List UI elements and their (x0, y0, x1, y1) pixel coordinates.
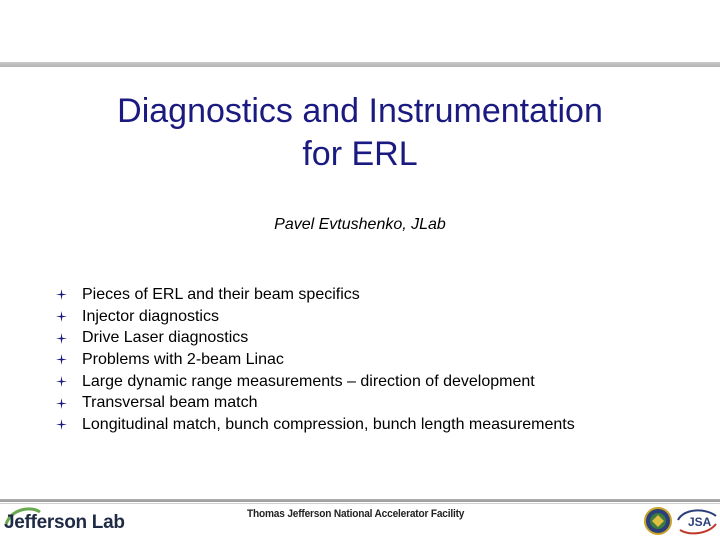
bullet-list (56, 284, 575, 436)
doe-seal-logo (644, 507, 672, 535)
bullet-item (56, 392, 575, 414)
four-point-star-bullet-icon (56, 376, 82, 387)
bullet-text: Injector diagnostics (82, 307, 219, 325)
four-point-star-bullet-icon (56, 333, 82, 344)
jefferson-lab-logo-text: Jefferson Lab (4, 512, 125, 533)
four-point-star-bullet-icon (56, 398, 82, 409)
title-line-1: Diagnostics and Instrumentation (117, 92, 603, 130)
jsa-logo (676, 506, 718, 536)
bullet-text: Transversal beam match (82, 394, 258, 412)
bullet-text: Drive Laser diagnostics (82, 329, 249, 347)
footer-divider (0, 499, 720, 502)
jsa-logo-text: JSA (688, 515, 712, 529)
bullet-item (56, 371, 575, 393)
four-point-star-bullet-icon (56, 419, 82, 430)
four-point-star-bullet-icon (56, 289, 82, 300)
four-point-star-bullet-icon (56, 311, 82, 322)
author-subtitle: Pavel Evtushenko, JLab (274, 216, 446, 233)
footer-divider-thin (0, 503, 720, 504)
bullet-item (56, 349, 575, 371)
top-divider (0, 62, 720, 67)
bullet-item (56, 327, 575, 349)
bullet-item (56, 284, 575, 306)
facility-name: Thomas Jefferson National Accelerator Facility (247, 508, 465, 520)
bullet-item (56, 414, 575, 436)
slide-title (0, 90, 720, 176)
bullet-text: Pieces of ERL and their beam specifics (82, 285, 360, 303)
jefferson-lab-logo (4, 510, 125, 536)
four-point-star-bullet-icon (56, 354, 82, 365)
title-line-2: for ERL (302, 135, 418, 173)
bullet-text: Longitudinal match, bunch compression, bunch length measurements (82, 415, 575, 433)
bullet-text: Large dynamic range measurements – direction of development (82, 372, 535, 390)
bullet-item (56, 306, 575, 328)
bullet-text: Problems with 2-beam Linac (82, 350, 284, 368)
